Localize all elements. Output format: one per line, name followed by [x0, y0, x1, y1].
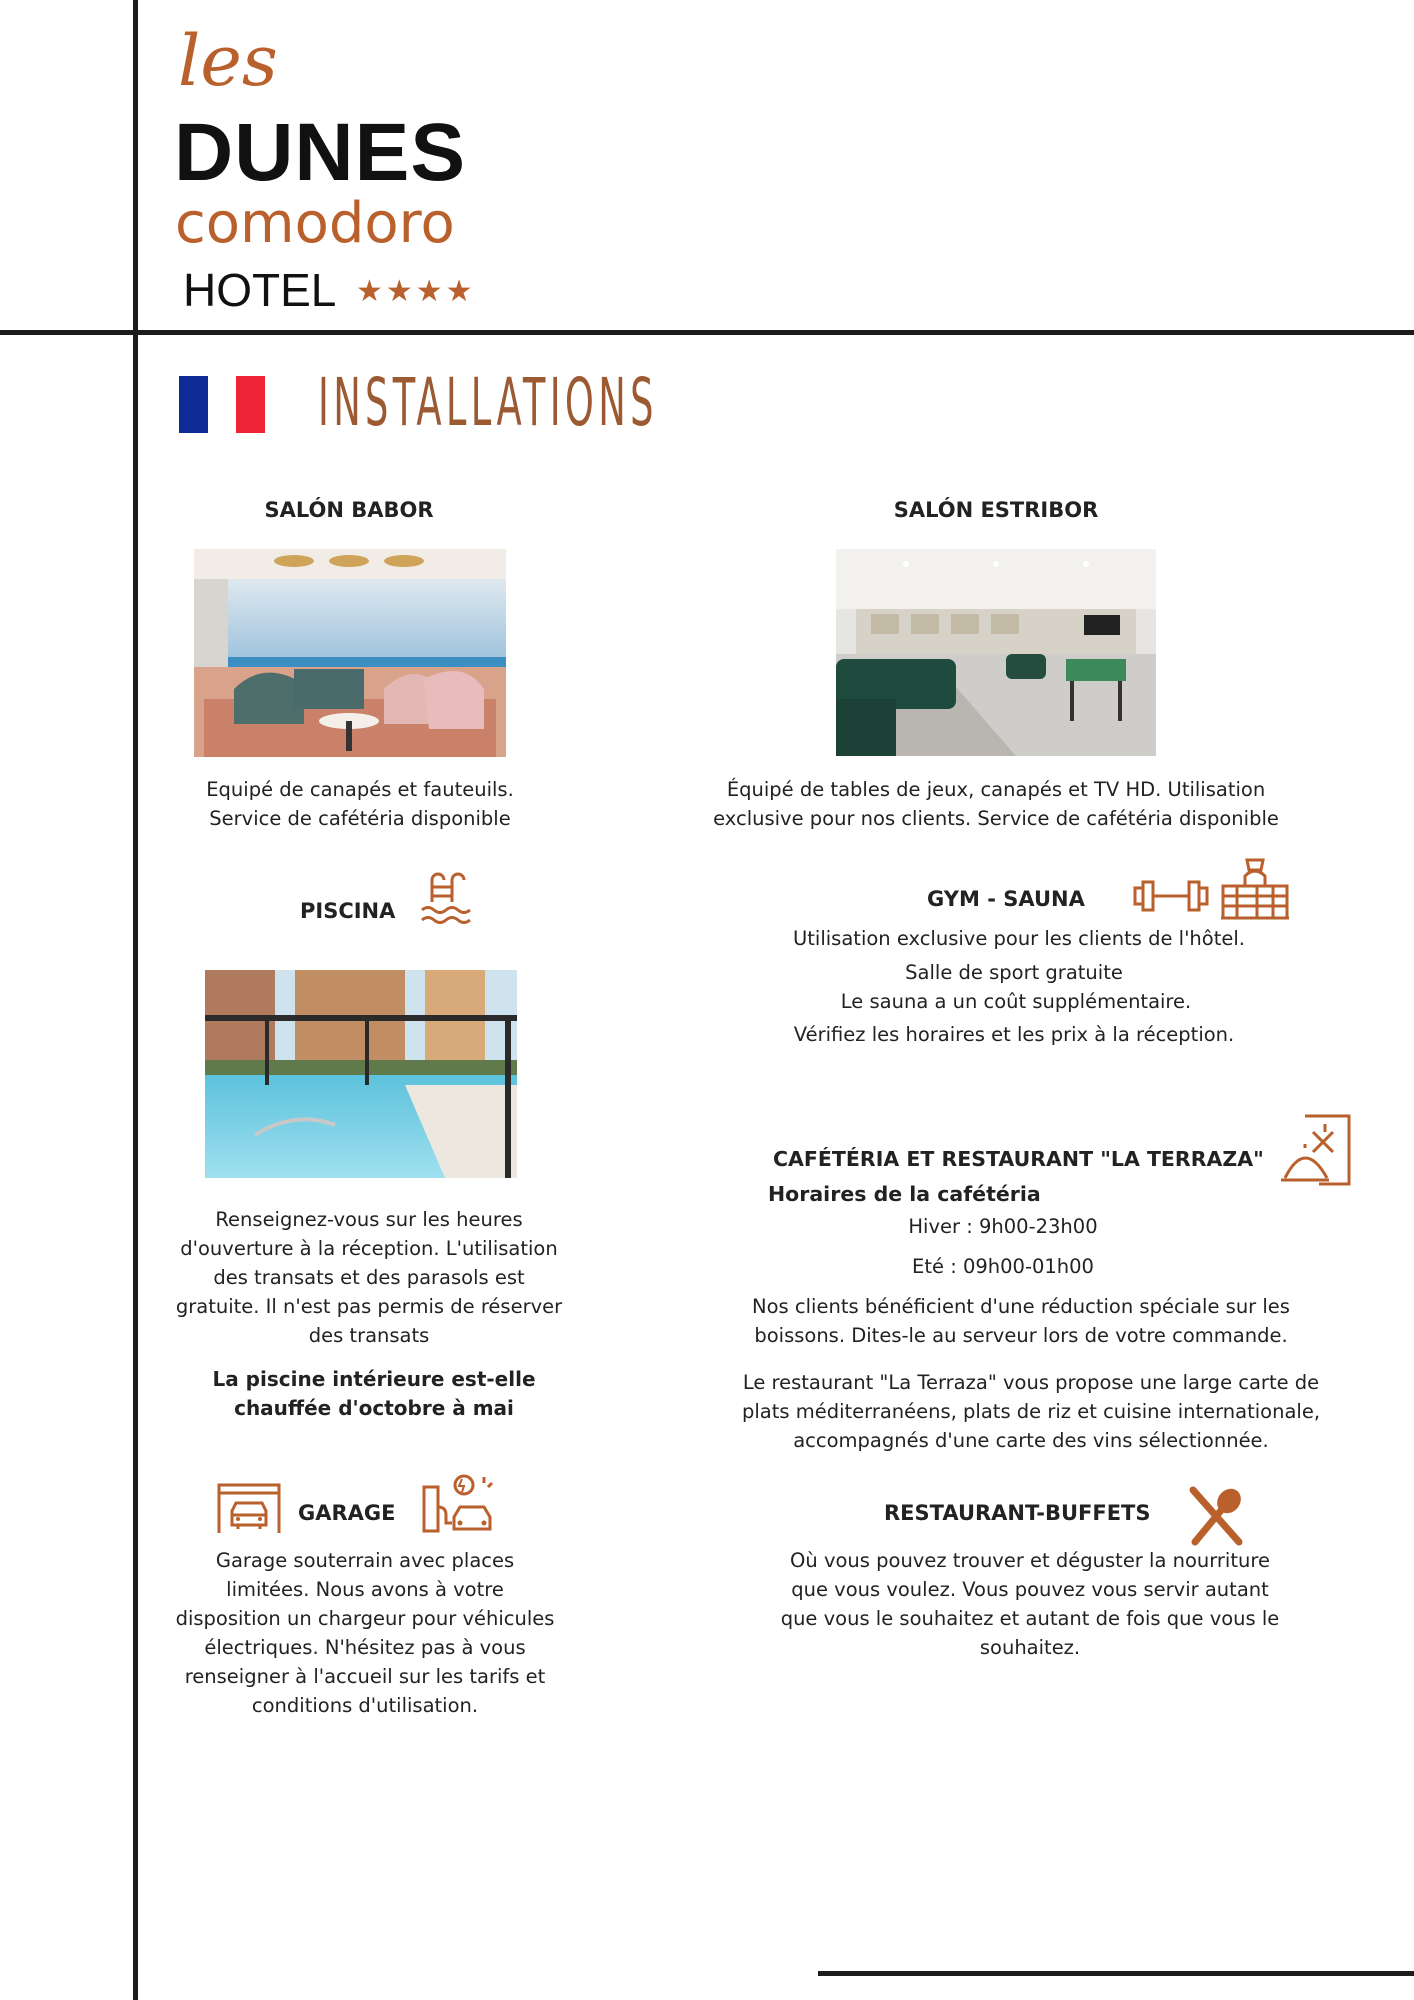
pool-photo	[205, 970, 517, 1178]
babor-line-2: Service de cafétéria disponible	[209, 807, 511, 830]
hours-summer: Eté : 09h00-01h00	[912, 1255, 1094, 1278]
logo-dunes: DUNES	[174, 107, 467, 198]
hours-winter: Hiver : 9h00-23h00	[908, 1215, 1098, 1238]
garage-line-5: renseigner à l'accueil sur les tarifs et	[184, 1665, 546, 1688]
babor-line-1: Equipé de canapés et fauteuils.	[206, 778, 514, 801]
garage-line-2: limitées. Nous avons à votre	[226, 1578, 504, 1601]
discount-line-1: Nos clients bénéficient d'une réduction spéciale sur les	[752, 1295, 1290, 1318]
section-title-gym: GYM - SAUNA	[927, 887, 1085, 911]
estribor-line-2: exclusive pour nos clients. Service de cafétéria disponible	[713, 807, 1279, 830]
piscina-line-1: Renseignez-vous sur les heures	[215, 1208, 523, 1231]
header-divider	[0, 330, 1414, 335]
section-title-cafeteria: CAFÉTÉRIA ET RESTAURANT "LA TERRAZA"	[773, 1147, 1264, 1171]
section-title-buffets: RESTAURANT-BUFFETS	[884, 1501, 1151, 1525]
french-flag-icon	[179, 376, 265, 433]
garage-line-4: électriques. N'hésitez pas à vous	[204, 1636, 526, 1659]
logo-comodoro: comodoro	[175, 191, 455, 256]
vertical-divider	[133, 0, 138, 2000]
buffets-line-2: que vous voulez. Vous pouvez vous servir autant	[791, 1578, 1269, 1601]
estribor-line-1: Équipé de tables de jeux, canapés et TV HD. Utilisation	[726, 778, 1266, 801]
gym-line-1: Utilisation exclusive pour les clients de l'hôtel.	[793, 927, 1245, 950]
discount-line-2: boissons. Dites-le au serveur lors de votre commande.	[754, 1324, 1288, 1347]
piscina-note-2: chauffée d'octobre à mai	[234, 1396, 514, 1420]
fork-spoon-icon	[1187, 1486, 1247, 1546]
piscina-note-1: La piscine intérieure est-elle	[212, 1367, 536, 1391]
piscina-line-4: gratuite. Il n'est pas permis de réserver	[175, 1295, 563, 1318]
ev-charger-icon	[420, 1473, 496, 1535]
sauna-icon	[1217, 856, 1293, 922]
buffets-line-3: que vous le souhaitez et autant de fois que vous le	[780, 1607, 1280, 1630]
restaurant-menu-icon	[1279, 1114, 1353, 1186]
piscina-line-5: des transats	[308, 1324, 430, 1347]
salon-babor-photo	[194, 549, 506, 757]
buffets-line-1: Où vous pouvez trouver et déguster la nourriture	[790, 1549, 1270, 1572]
garage-icon	[216, 1475, 282, 1535]
gym-line-2: Salle de sport gratuite	[905, 961, 1123, 984]
dumbbell-icon	[1133, 874, 1209, 918]
garage-line-3: disposition un chargeur pour véhicules	[175, 1607, 555, 1630]
gym-line-4: Vérifiez les horaires et les prix à la réception.	[793, 1023, 1235, 1046]
pool-ladder-icon	[418, 872, 478, 928]
cafeteria-hours-title: Horaires de la cafétéria	[768, 1182, 1041, 1206]
garage-line-1: Garage souterrain avec places	[215, 1549, 515, 1572]
restaurant-line-1: Le restaurant "La Terraza" vous propose une large carte de	[742, 1371, 1320, 1394]
buffets-line-4: souhaitez.	[979, 1636, 1081, 1659]
restaurant-line-2: plats méditerranéens, plats de riz et cuisine internationale,	[741, 1400, 1321, 1423]
logo-hotel: HOTEL	[183, 264, 337, 316]
section-title-estribor: SALÓN ESTRIBOR	[893, 498, 1099, 522]
piscina-line-2: d'ouverture à la réception. L'utilisation	[180, 1237, 558, 1260]
salon-estribor-photo	[836, 549, 1156, 756]
footer-divider	[818, 1971, 1414, 1976]
rating-stars: ★★★★	[356, 274, 476, 309]
section-title-garage: GARAGE	[298, 1501, 396, 1525]
garage-line-6: conditions d'utilisation.	[251, 1694, 479, 1717]
restaurant-line-3: accompagnés d'une carte des vins sélectionnée.	[793, 1429, 1269, 1452]
gym-line-3: Le sauna a un coût supplémentaire.	[840, 990, 1192, 1013]
page-title: INSTALLATIONS	[318, 364, 658, 441]
section-title-babor: SALÓN BABOR	[264, 498, 434, 522]
logo-les: les	[178, 20, 278, 102]
piscina-line-3: des transats et des parasols est	[213, 1266, 525, 1289]
section-title-piscina: PISCINA	[300, 899, 396, 923]
